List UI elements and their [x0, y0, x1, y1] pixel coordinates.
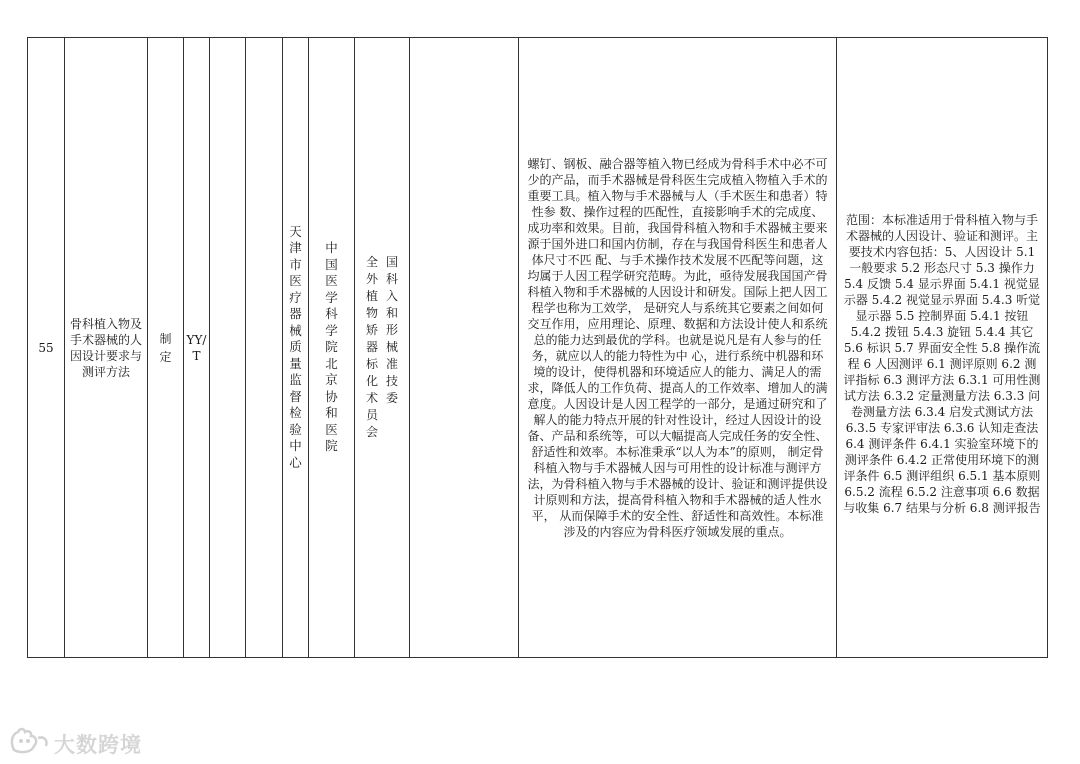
cat-logo-icon — [8, 726, 52, 761]
technical-committee-left: 全外植物矫器标化术员会 — [366, 255, 379, 439]
partner-org-cell — [309, 38, 355, 658]
project-type-cell — [148, 38, 184, 658]
row-number: 55 — [28, 38, 65, 658]
standards-table — [27, 37, 1048, 658]
empty-cell — [410, 38, 519, 658]
watermark — [8, 726, 142, 761]
empty-cell — [246, 38, 283, 658]
technical-committee-right: 国科入和形械准技委 — [386, 255, 399, 405]
purpose-text: 螺钉、钢板、融合器等植入物已经成为骨科手术中必不可少的产品，而手术器械是骨科医生完成植入物植入手术的重要工具。植入物与手术器械与人（手术医生和患者）特性参 数、操作过程的匹配性，直接影响手术的完成度、成功率和效果。目前，我国骨科植入物和手术器械主要来源于国外进口和国内仿制，存在与我国骨科医生和患者人体尺寸不匹 配、与手术操作技术发展不匹配等问题，这均属于人因工程学研究范畴。为此，亟待发展我国国产骨科植入物和手术器械的人因设计和研发。国际上把人因工程学也称为工效学， 是研究人与系统其它要素之间如何交互作用，应用理论、原理、数据和方法设计使人和系统总的能力达到最优的学科。也就是说凡是有人参与的任务，就应以人的能力特性为中 心，进行系统中机器和环境的设计，使得机器和环境适应人的能力、满足人的需求，降低人的工作负荷、提高人的工作效率、增加人的满意度。人因设计是人因工程学的一部分，是通过研究和了解人的能力特点开展的针对性设计，经过人因设计的设备、产品和系统等，可以大幅提高人完成任务的安全性、舒适性和效率。本标准秉承“以人为本”的原则， 制定骨科植入物与手术器械人因与可用性的设计标准与测评方法，为骨科植入物与手术器械的设计、验证和测评提供设计原则和方法，提高骨科植入物和手术器械的适人性水平， 从而保障手术的安全性、舒适性和高效性。本标准涉及的内容应为骨科医疗领域发展的重点。 — [527, 156, 828, 539]
scope-cell — [837, 38, 1048, 658]
project-type: 制定 — [159, 331, 172, 364]
standard-nature: YY/T — [184, 38, 210, 658]
table-row — [28, 38, 1048, 658]
empty-cell — [210, 38, 246, 658]
technical-committee-cell — [355, 38, 410, 658]
drafting-org: 天津市医疗器械质量监督检验中心 — [289, 223, 302, 470]
partner-org: 中国医学科学院北京协和医院 — [325, 240, 338, 454]
drafting-org-cell — [283, 38, 309, 658]
watermark-text: 大数跨境 — [54, 732, 142, 757]
standard-name: 骨科植入物及手术器械的人因设计要求与测评方法 — [65, 38, 148, 658]
scope-text: 范围：本标准适用于骨科植入物与手术器械的人因设计、验证和测评。主要技术内容包括：5、人因设计 5.1 一般要求 5.2 形态尺寸 5.3 操作力 5.4 反馈 5.4 显示界面 5.4.1 视觉显示器 5.4.2 视觉显示界面 5.4.3 听觉显示器 5.5 控制界面 5.4.1 按钮 5.4.2 拨钮 5.4.3 旋钮 5.4.4 其它 5.6 标识 5.7 界面安全性 5.8 操作流程 6 人因测评 6.1 测评原则 6.2 测评指标 6.3 测评方法 6.3.1 可用性测试方法 6.3.2 定量测量方法 6.3.3 问卷测量方法 6.3.4 启发式测试方法 6.3.5 专家评审法 6.3.6 认知走查法 6.4 测评条件 6.4.1 实验室环境下的测评条件 6.4.2 正常使用环境下的测评条件 6.5 测评组织 6.5.1 基本原则 6.5.2 流程 6.5.2 注意事项 6.6 数据与收集 6.7 结果与分析 6.8 测评报告 — [843, 212, 1041, 515]
purpose-cell — [519, 38, 837, 658]
